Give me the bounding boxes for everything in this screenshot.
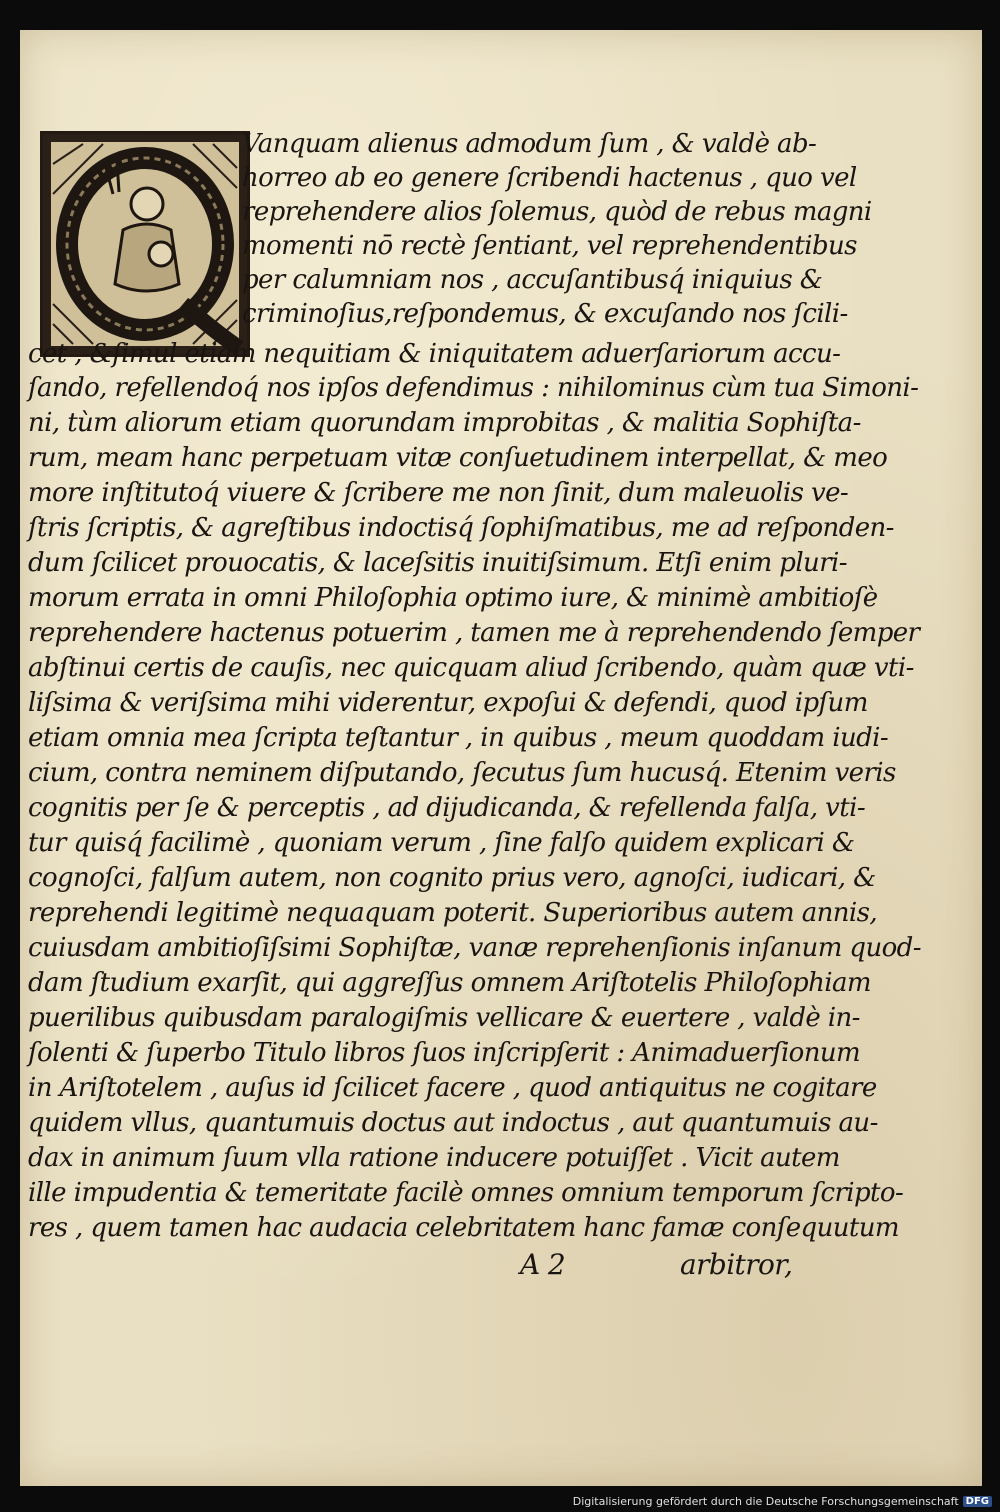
text-line: cium, contra neminem diſputando, ſecutus ſum hucusq́. Etenim veris xyxy=(28,758,896,788)
text-line: puerilibus quibusdam paralogiſmis vellicare & euertere , valdè in- xyxy=(28,1003,860,1033)
text-line: ſolenti & ſuperbo Titulo libros ſuos inſcripſerit : Animaduerſionum xyxy=(28,1038,861,1068)
text-line: ille impudentia & temeritate facilè omnes omnium temporum ſcripto- xyxy=(28,1178,904,1208)
text-line: cuiusdam ambitioſiſsimi Sophiſtæ, vanæ reprehenſionis inſanum quod- xyxy=(28,933,921,963)
page-text xyxy=(20,30,982,1486)
text-line: dam ſtudium exarſit, qui aggreſſus omnem Ariſtotelis Philoſophiam xyxy=(28,968,871,998)
text-line: dum ſcilicet prouocatis, & laceſsitis inuitiſsimum. Etſi enim pluri- xyxy=(28,548,847,578)
text-line: res , quem tamen hac audacia celebritatem hanc famæ conſequutum xyxy=(28,1213,899,1243)
catchword: arbitror, xyxy=(680,1248,793,1281)
scanned-page xyxy=(20,30,982,1486)
digitization-credit xyxy=(573,1495,992,1508)
text-line: liſsima & veriſsima mihi viderentur, expoſui & defendi, quod ipſum xyxy=(28,688,868,718)
text-line: morum errata in omni Philoſophia optimo iure, & minimè ambitioſè xyxy=(28,583,878,613)
text-line: cet , &ſimul etiam nequitiam & iniquitatem aduerſariorum accu- xyxy=(28,339,841,369)
text-line: horreo ab eo genere ſcribendi hactenus , quo vel xyxy=(242,163,857,193)
credit-text: Digitalisierung gefördert durch die Deutsche Forschungsgemeinschaft xyxy=(572,1495,959,1508)
text-line: dax in animum ſuum vlla ratione inducere potuiſſet . Vicit autem xyxy=(28,1143,840,1173)
text-line: more inſtitutoq́ viuere & ſcribere me non ſinit, dum maleuolis ve- xyxy=(28,478,849,508)
text-line: tur quisq́ facilimè , quoniam verum , ſine falſo quidem explicari & xyxy=(28,828,855,858)
text-line: etiam omnia mea ſcripta teſtantur , in quibus , meum quoddam iudi- xyxy=(28,723,889,753)
text-line: momenti nō rectè ſentiant, vel reprehendentibus xyxy=(242,231,857,261)
signature-mark: A 2 xyxy=(520,1248,566,1281)
text-line: reprehendere alios ſolemus, quòd de rebus magni xyxy=(242,197,872,227)
dfg-logo: DFG xyxy=(963,1496,992,1507)
text-line: reprehendi legitimè nequaquam poterit. Superioribus autem annis, xyxy=(28,898,878,928)
text-line: reprehendere hactenus potuerim , tamen me à reprehendendo ſemper xyxy=(28,618,920,648)
text-line: rum, meam hanc perpetuam vitæ conſuetudinem interpellat, & meo xyxy=(28,443,888,473)
text-line: ſtris ſcriptis, & agreſtibus indoctisq́ ſophiſmatibus, me ad reſponden- xyxy=(28,513,894,543)
text-line: criminoſius,reſpondemus, & excuſando nos ſcili- xyxy=(242,299,848,329)
text-line: ſando, refellendoq́ nos ipſos defendimus : nihilominus cùm tua Simoni- xyxy=(28,373,919,403)
text-line: in Ariſtotelem , auſus id ſcilicet facere , quod antiquitus ne cogitare xyxy=(28,1073,877,1103)
text-line: Vanquam alienus admodum ſum , & valdè ab- xyxy=(242,129,817,159)
text-line: quidem vllus, quantumuis doctus aut indoctus , aut quantumuis au- xyxy=(28,1108,878,1138)
text-line: per calumniam nos , accuſantibusq́ iniquius & xyxy=(242,265,823,295)
text-line: abſtinui certis de cauſis, nec quicquam aliud ſcribendo, quàm quæ vti- xyxy=(28,653,914,683)
text-line: cognitis per ſe & perceptis , ad dijudicanda, & refellenda falſa, vti- xyxy=(28,793,865,823)
text-line: ni, tùm aliorum etiam quorundam improbitas , & malitia Sophiſta- xyxy=(28,408,861,438)
text-line: cognoſci, falſum autem, non cognito prius vero, agnoſci, iudicari, & xyxy=(28,863,876,893)
